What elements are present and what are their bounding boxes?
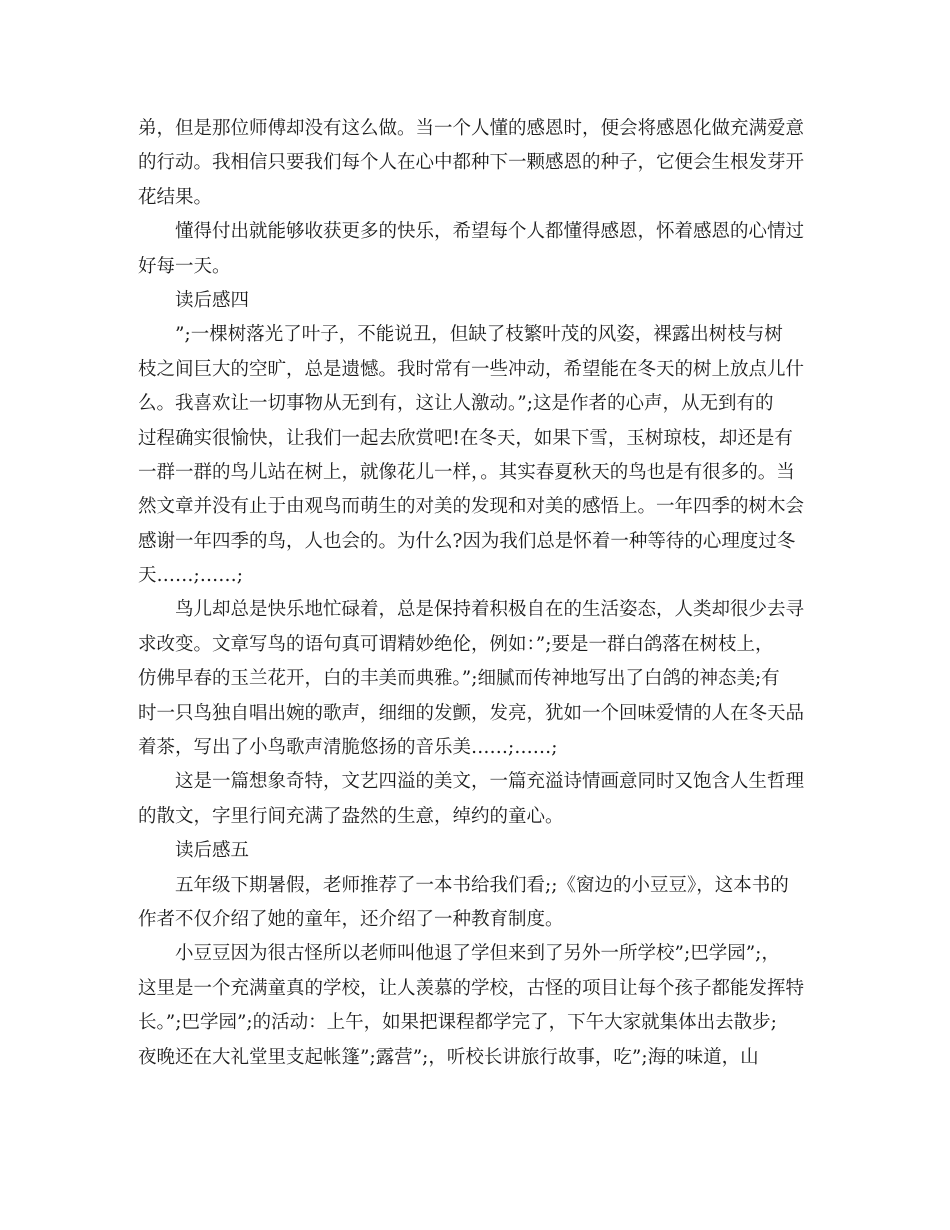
text-line: 长。”;巴学园”;的活动：上午，如果把课程都学完了，下午大家就集体出去散步;	[138, 1012, 777, 1034]
text-line: 小豆豆因为很古怪所以老师叫他退了学但来到了另外一所学校”;巴学园”;，	[175, 943, 780, 965]
text-line: 然文章并没有止于由观鸟而萌生的对美的发现和对美的感悟上。一年四季的树木会	[138, 496, 805, 518]
text-line: 作者不仅介绍了她的童年，还介绍了一种教育制度。	[138, 908, 564, 930]
section-heading: 读后感四	[175, 289, 250, 311]
text-line: 懂得付出就能够收获更多的快乐，希望每个人都懂得感恩，怀着感恩的心情过	[175, 221, 805, 243]
text-line: 天……;……;	[138, 565, 243, 587]
text-line: 的散文，字里行间充满了盎然的生意，绰约的童心。	[138, 805, 564, 827]
text-line: 弟，但是那位师傅却没有这么做。当一个人懂的感恩时，便会将感恩化做充满爱意	[138, 118, 805, 139]
text-line: 枝之间巨大的空旷，总是遗憾。我时常有一些冲动，希望能在冬天的树上放点儿什	[138, 358, 805, 380]
text-line: 着茶，写出了小鸟歌声清脆悠扬的音乐美……;……;	[138, 737, 558, 759]
text-line: 鸟儿却总是快乐地忙碌着，总是保持着积极自在的生活姿态，人类却很少去寻	[175, 599, 805, 621]
text-line: 过程确实很愉快，让我们一起去欣赏吧!在冬天，如果下雪，玉树琼枝，却还是有	[138, 427, 793, 449]
text-line: 夜晚还在大礼堂里支起帐篷”;露营”;，听校长讲旅行故事，吃”;海的味道，山	[138, 1046, 759, 1068]
text-line: 五年级下期暑假，老师推荐了一本书给我们看;;《窗边的小豆豆》，这本书的	[175, 874, 789, 896]
text-line: 求改变。文章写鸟的语句真可谓精妙绝伦，例如：”;要是一群白鸽落在树枝上，	[138, 633, 774, 655]
text-line: 的行动。我相信只要我们每个人在心中都种下一颗感恩的种子，它便会生根发芽开	[138, 152, 805, 174]
text-line: 感谢一年四季的鸟，人也会的。为什么?因为我们总是怀着一种等待的心理度过冬	[138, 530, 796, 552]
text-line: 仿佛早春的玉兰花开，白的丰美而典雅。”;细腻而传神地写出了白鸽的神态美;有	[138, 668, 780, 690]
text-line: 时一只鸟独自唱出婉的歌声，细细的发颤，发亮，犹如一个回味爱情的人在冬天品	[138, 702, 805, 724]
text-line: 一群一群的鸟儿站在树上，就像花儿一样，。其实春夏秋天的鸟也是有很多的。当	[138, 461, 795, 483]
text-line: 这里是一个充满童真的学校，让人羡慕的学校，古怪的项目让每个孩子都能发挥特	[138, 977, 805, 999]
text-line: 花结果。	[138, 186, 213, 208]
section-heading: 读后感五	[175, 840, 250, 862]
text-line: 这是一篇想象奇特，文艺四溢的美文，一篇充溢诗情画意同时又饱含人生哲理	[175, 771, 805, 793]
document-body	[138, 112, 818, 1075]
text-line: 好每一天。	[138, 255, 231, 277]
text-line: ”;一棵树落光了叶子，不能说丑，但缺了枝繁叶茂的风姿，裸露出树枝与树	[175, 324, 783, 346]
text-line: 么。我喜欢让一切事物从无到有，这让人激动。”;这是作者的心声，从无到有的	[138, 393, 774, 415]
